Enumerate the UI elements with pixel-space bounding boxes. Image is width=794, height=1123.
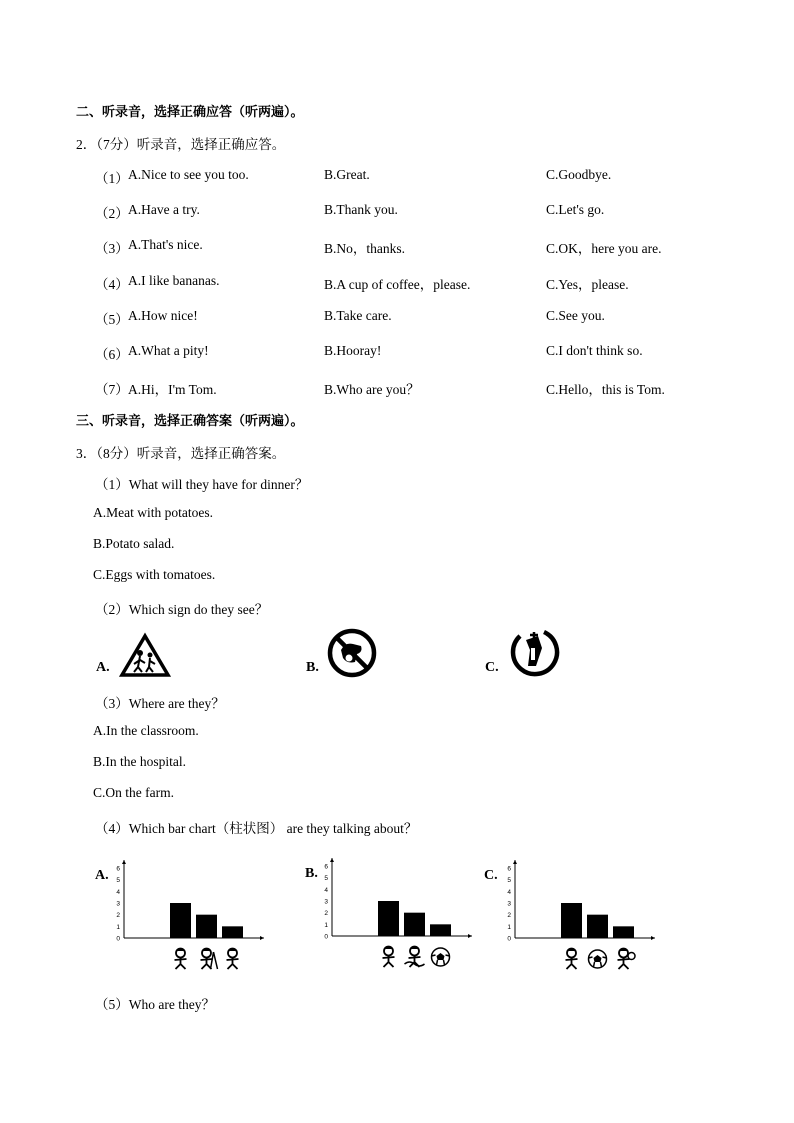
y-axis-arrow: [330, 858, 334, 862]
q3-option-b: B.In the hospital.: [93, 754, 186, 769]
y-tick-label: 3: [116, 900, 120, 908]
y-axis-arrow: [513, 860, 517, 864]
item-number: （3）: [95, 241, 129, 256]
football-icon: [589, 950, 607, 968]
q2-label-c: C.: [485, 660, 499, 675]
bar: [404, 913, 425, 936]
option-a: A.I like bananas.: [128, 273, 220, 288]
option-c: C.Goodbye.: [546, 167, 612, 182]
q3-prompt: （3）Where are they？: [95, 696, 225, 711]
bar: [587, 915, 608, 938]
y-tick-label: 4: [507, 888, 511, 896]
option-a: A.Hi，I'm Tom.: [128, 382, 217, 397]
y-tick-label: 5: [507, 877, 511, 885]
q5-prompt: （5）Who are they？: [95, 997, 215, 1012]
bar: [222, 926, 243, 938]
option-b: B.No，thanks.: [324, 241, 405, 256]
q2-prompt: （2）Which sign do they see？: [95, 602, 269, 617]
question-2-title: 2．（7分）听录音，选择正确应答。: [76, 137, 286, 152]
q4-prompt: （4）Which bar chart（柱状图） are they talking about？: [95, 821, 418, 836]
y-tick-label: 0: [324, 933, 328, 941]
x-axis-arrow: [651, 936, 655, 940]
q1-option-b: B.Potato salad.: [93, 536, 175, 551]
bar: [561, 903, 582, 938]
q4-label-a: A.: [95, 868, 109, 883]
bar: [430, 924, 451, 936]
football-icon: [432, 948, 450, 966]
question-3-title: 3．（8分）听录音，选择正确答案。: [76, 446, 286, 461]
item-number: （4）: [95, 277, 129, 292]
bar: [613, 926, 634, 938]
option-c: C.I don't think so.: [546, 343, 643, 358]
item-number: （7）: [95, 382, 129, 397]
option-b: B.Thank you.: [324, 202, 398, 217]
q4-label-c: C.: [484, 868, 498, 883]
girl-reading-icon: [175, 948, 187, 969]
y-tick-label: 3: [507, 900, 511, 908]
y-tick-label: 1: [507, 923, 511, 931]
children-crossing-sign-icon: [120, 633, 170, 678]
quiet-please-sign-icon: [508, 626, 560, 676]
boy-painting-icon: [201, 948, 218, 969]
y-axis-arrow: [122, 860, 126, 864]
q1-option-a: A.Meat with potatoes.: [93, 505, 213, 520]
y-tick-label: 0: [116, 935, 120, 943]
bar-chart-c: [503, 854, 663, 974]
item-number: （1）: [95, 171, 129, 186]
bar: [196, 915, 217, 938]
no-touching-sign-icon: [327, 628, 377, 678]
girl-dancing-icon: [566, 948, 578, 969]
option-a: A.How nice!: [128, 308, 198, 323]
section-heading-2: 二、听录音，选择正确应答（听两遍）。: [76, 105, 304, 120]
item-number: （5）: [95, 312, 129, 327]
y-tick-label: 3: [324, 898, 328, 906]
option-b: B.A cup of coffee，please.: [324, 277, 471, 292]
q4-label-b: B.: [305, 866, 318, 881]
q1-prompt: （1）What will they have for dinner？: [95, 477, 309, 492]
q3-option-a: A.In the classroom.: [93, 723, 199, 738]
bar: [378, 901, 399, 936]
y-tick-label: 6: [507, 865, 511, 873]
x-axis-arrow: [260, 936, 264, 940]
y-tick-label: 0: [507, 935, 511, 943]
item-number: （6）: [95, 347, 129, 362]
y-tick-label: 1: [324, 921, 328, 929]
y-tick-label: 5: [116, 877, 120, 885]
option-c: C.Let's go.: [546, 202, 605, 217]
option-c: C.Yes，please.: [546, 277, 629, 292]
kids-playing-icon: [618, 948, 636, 969]
option-b: B.Who are you？: [324, 382, 420, 397]
bar-chart-a: [112, 854, 272, 974]
bar-chart-b: [320, 852, 480, 972]
option-b: B.Great.: [324, 167, 370, 182]
option-b: B.Take care.: [324, 308, 392, 323]
option-c: C.Hello，this is Tom.: [546, 382, 665, 397]
option-a: A.That's nice.: [128, 237, 203, 252]
option-a: A.What a pity!: [128, 343, 209, 358]
option-c: C.See you.: [546, 308, 605, 323]
option-a: A.Have a try.: [128, 202, 200, 217]
bar: [170, 903, 191, 938]
y-tick-label: 6: [116, 865, 120, 873]
y-tick-label: 2: [507, 912, 511, 920]
q3-option-c: C.On the farm.: [93, 785, 174, 800]
item-number: （2）: [95, 206, 129, 221]
q1-option-c: C.Eggs with tomatoes.: [93, 567, 216, 582]
girl-reading-icon: [383, 946, 395, 967]
y-tick-label: 2: [116, 912, 120, 920]
boy-swimming-icon: [405, 946, 425, 967]
y-tick-label: 6: [324, 863, 328, 871]
y-tick-label: 2: [324, 910, 328, 918]
q2-label-a: A.: [96, 660, 110, 675]
option-c: C.OK，here you are.: [546, 241, 662, 256]
x-axis-arrow: [468, 934, 472, 938]
girl-dancing-icon: [227, 948, 239, 969]
section-heading-3: 三、听录音，选择正确答案（听两遍）。: [76, 414, 304, 429]
y-tick-label: 4: [116, 888, 120, 896]
option-a: A.Nice to see you too.: [128, 167, 249, 182]
y-tick-label: 1: [116, 923, 120, 931]
y-tick-label: 4: [324, 886, 328, 894]
y-tick-label: 5: [324, 875, 328, 883]
option-b: B.Hooray!: [324, 343, 382, 358]
q2-label-b: B.: [306, 660, 319, 675]
